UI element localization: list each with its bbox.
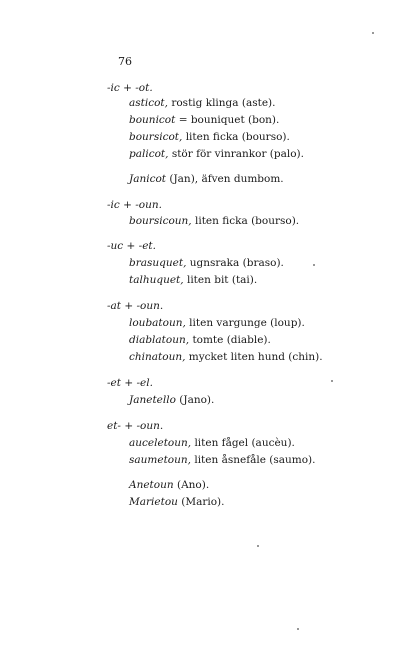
entry-gloss: (Ano). (176, 479, 210, 491)
entry-gloss: tomte (diable). (192, 334, 271, 346)
entry-word: saumetoun, (129, 454, 191, 466)
section-header: -et + -el. (107, 377, 153, 389)
entry-word: brasuquet, (129, 257, 187, 269)
entry-gloss: liten vargunge (loup). (189, 317, 305, 329)
paper-speck (331, 380, 333, 382)
entry-word: boursicot, (129, 131, 183, 143)
entry-word: boursicoun, (129, 215, 192, 227)
entry-word: Janicot (129, 173, 167, 185)
entry-word: diablatoun, (129, 334, 190, 346)
entry-word: asticot, (129, 97, 168, 109)
entry-line (129, 148, 304, 161)
entry-line (129, 437, 295, 450)
entry-line (129, 496, 225, 509)
paper-speck (313, 264, 315, 266)
entry-line (129, 334, 271, 347)
page-number: 76 (118, 55, 132, 68)
entry-line (129, 215, 299, 228)
entry-word: bounicot (129, 114, 176, 126)
entry-word: loubatoun, (129, 317, 186, 329)
section-header: -ic + -oun. (107, 199, 162, 211)
entry-line (129, 274, 257, 287)
entry-gloss: liten ficka (bourso). (194, 215, 300, 227)
entry-line (129, 351, 323, 364)
entry-gloss: (Jan), äfven dumbom. (169, 173, 284, 185)
entry-word: talhuquet, (129, 274, 184, 286)
entry-word: chinatoun, (129, 351, 186, 363)
paper-speck (372, 32, 374, 34)
entry-gloss: (Jano). (179, 394, 215, 406)
entry-gloss: rostig klinga (aste). (171, 97, 276, 109)
entry-line (129, 173, 284, 186)
entry-line (129, 114, 279, 127)
section-header: -at + -oun. (107, 300, 164, 312)
entry-gloss: stör för vinrankor (palo). (171, 148, 304, 160)
section-header: -ic + -ot. (107, 82, 153, 94)
entry-word: Janetello (129, 394, 176, 406)
entry-word: Anetoun (129, 479, 174, 491)
entry-line (129, 131, 290, 144)
entry-gloss: (Mario). (181, 496, 225, 508)
entry-word: palicot, (129, 148, 169, 160)
entry-line (129, 394, 214, 407)
paper-speck (297, 628, 299, 630)
section-header: et- + -oun. (107, 420, 164, 432)
entry-gloss: ugnsraka (braso). (189, 257, 284, 269)
entry-line (129, 454, 316, 467)
entry-line (129, 257, 284, 270)
entry-word: auceletoun, (129, 437, 192, 449)
entry-word: Marietou (129, 496, 178, 508)
entry-gloss: = bouniquet (bon). (178, 114, 280, 126)
entry-gloss: liten ficka (bourso). (185, 131, 290, 143)
entry-gloss: liten fågel (aucèu). (194, 437, 295, 449)
entry-line (129, 317, 305, 330)
paper-speck (257, 545, 259, 547)
entry-line (129, 97, 275, 110)
entry-gloss: liten åsnefåle (saumo). (194, 454, 316, 466)
entry-gloss: mycket liten hund (chin). (188, 351, 323, 363)
entry-line (129, 479, 209, 492)
section-header: -uc + -et. (107, 240, 156, 252)
entry-gloss: liten bit (tai). (186, 274, 258, 286)
